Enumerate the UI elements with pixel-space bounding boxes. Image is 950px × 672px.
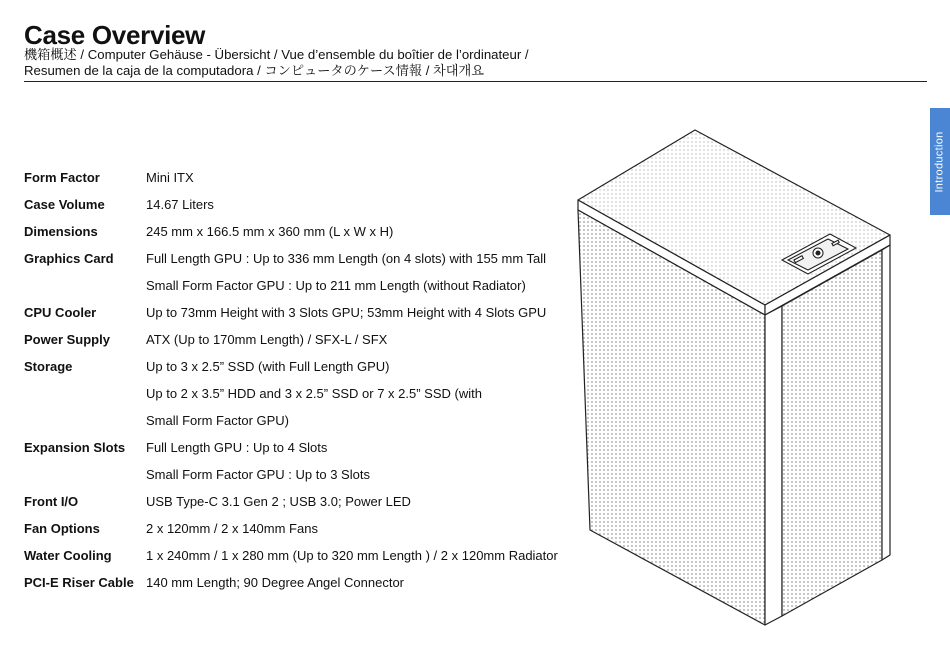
spec-label: PCI-E Riser Cable	[24, 575, 134, 590]
side-tab-label: Introduction	[934, 130, 946, 193]
spec-label: Expansion Slots	[24, 440, 126, 455]
case-right-edge	[882, 245, 890, 560]
spec-row	[24, 272, 584, 299]
spec-row	[24, 164, 584, 191]
spec-value: 1 x 240mm / 1 x 280 mm (Up to 320 mm Length ) / 2 x 120mm Radiator	[146, 548, 558, 563]
spec-table	[24, 164, 584, 596]
spec-label: Fan Options	[24, 521, 100, 536]
spec-value: ATX (Up to 170mm Length) / SFX-L / SFX	[146, 332, 388, 347]
spec-label: Graphics Card	[24, 251, 114, 266]
subtitle-line-1: 機箱概述 / Computer Gehäuse - Übersicht / Vue d’ensemble du boîtier de l’ordinateur /	[24, 47, 529, 62]
spec-row	[24, 488, 584, 515]
subtitle-line-2: Resumen de la caja de la computadora / コンピュータのケース情報 / 차대개요	[24, 62, 484, 78]
spec-value: Small Form Factor GPU)	[146, 413, 290, 428]
case-front-panel	[782, 250, 882, 616]
spec-label: Storage	[24, 359, 73, 374]
case-illustration	[570, 120, 930, 640]
case-front-edge	[765, 306, 782, 625]
spec-row	[24, 515, 584, 542]
spec-row	[24, 245, 584, 272]
spec-label: Front I/O	[24, 494, 79, 509]
spec-label: Power Supply	[24, 332, 110, 347]
spec-value: Up to 73mm Height with 3 Slots GPU; 53mm Height with 4 Slots GPU	[146, 305, 547, 320]
page-title: Case Overview	[24, 20, 206, 50]
spec-value: USB Type-C 3.1 Gen 2 ; USB 3.0; Power LED	[146, 494, 411, 509]
spec-row	[24, 353, 584, 380]
spec-value: Full Length GPU : Up to 336 mm Length (on 4 slots) with 155 mm Tall	[146, 251, 547, 266]
spec-row	[24, 380, 584, 407]
spec-row	[24, 218, 584, 245]
spec-label: Case Volume	[24, 197, 105, 212]
spec-row	[24, 407, 584, 434]
spec-value: 14.67 Liters	[146, 197, 214, 212]
page-subtitle	[24, 47, 664, 78]
spec-row	[24, 299, 584, 326]
spec-label: Form Factor	[24, 170, 100, 185]
spec-value: 140 mm Length; 90 Degree Angel Connector	[146, 575, 405, 590]
spec-row	[24, 461, 584, 488]
spec-value: Up to 3 x 2.5” SSD (with Full Length GPU)	[146, 359, 390, 374]
spec-label: CPU Cooler	[24, 305, 97, 320]
spec-value: Small Form Factor GPU : Up to 3 Slots	[146, 467, 370, 482]
spec-row	[24, 326, 584, 353]
spec-row	[24, 569, 584, 596]
spec-row	[24, 542, 584, 569]
spec-value: 2 x 120mm / 2 x 140mm Fans	[146, 521, 318, 536]
spec-value: Small Form Factor GPU : Up to 211 mm Length (without Radiator)	[146, 278, 526, 293]
spec-label: Water Cooling	[24, 548, 112, 563]
spec-value: Up to 2 x 3.5” HDD and 3 x 2.5” SSD or 7 x 2.5” SSD (with	[146, 386, 482, 401]
spec-value: 245 mm x 166.5 mm x 360 mm (L x W x H)	[146, 224, 394, 239]
spec-value: Mini ITX	[146, 170, 194, 185]
spec-row	[24, 434, 584, 461]
spec-row	[24, 191, 584, 218]
side-tab-introduction[interactable]	[930, 108, 950, 215]
spec-label: Dimensions	[24, 224, 98, 239]
spec-value: Full Length GPU : Up to 4 Slots	[146, 440, 328, 455]
header-divider	[24, 81, 927, 82]
